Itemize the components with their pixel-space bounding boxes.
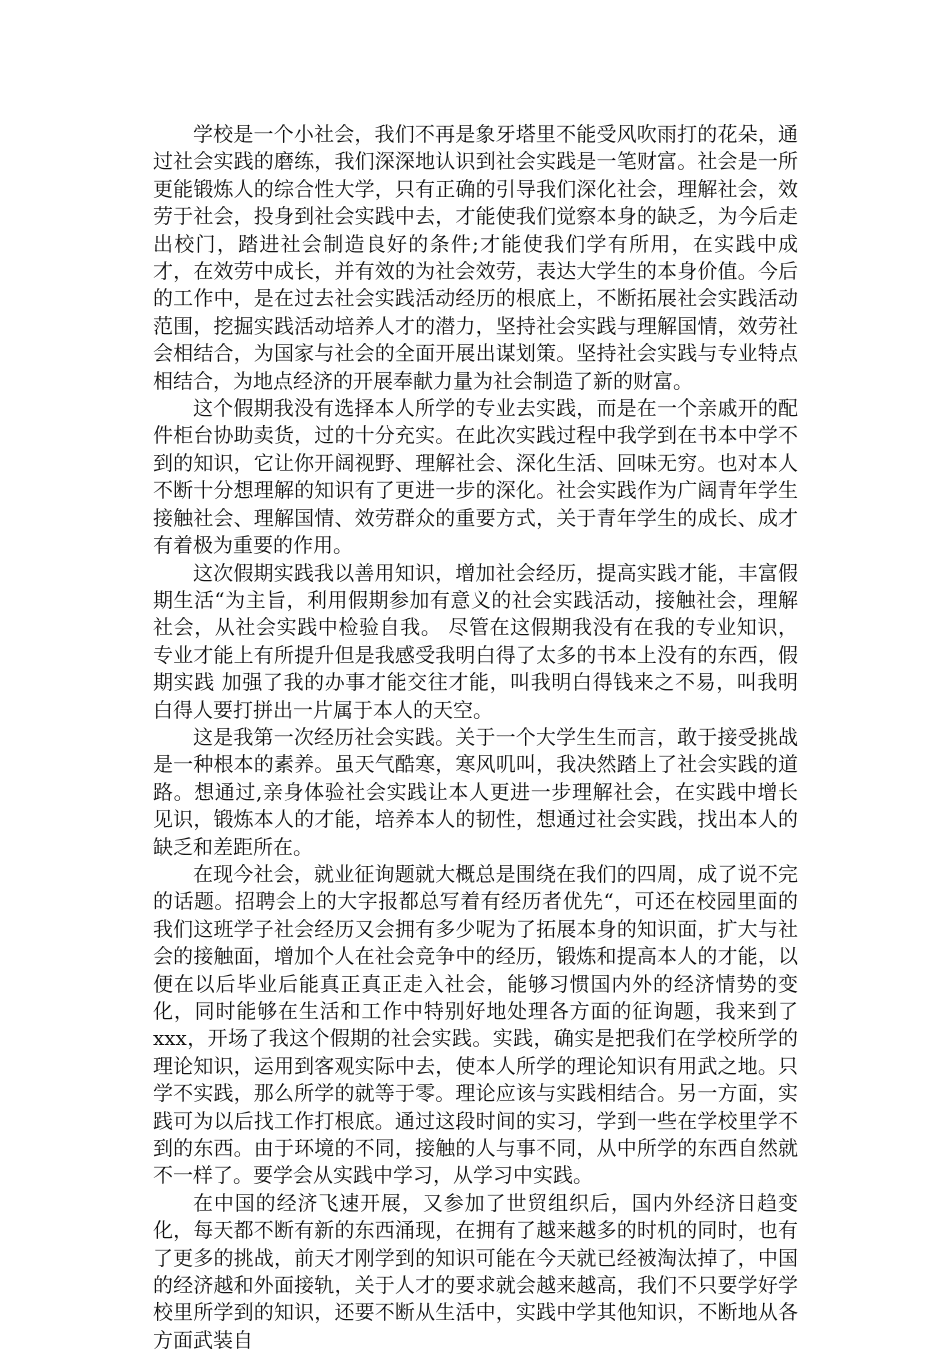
paragraph-5: 在现今社会，就业征询题就大概总是围绕在我们的四周，成了说不完的话题。招聘会上的大字报都总写着有经历者优先“，可还在校园里面的我们这班学子社会经历又会拥有多少呢为了拓展本身的知识面，扩大与社会的接触面，增加个人在社会竞争中的经历，锻炼和提高本人的才能，以便在以后毕业后能真正真正走入社会，能够习惯国内外的经济情势的变化，同时能够在生活和工作中特别好地处理各方面的征询题，我来到了 xxx，开场了我这个假期的社会实践。实践，确实是把我们在学校所学的理论知识，运用到客观实际中去，使本人所学的理论知识有用武之地。只学不实践，那么所学的就等于零。理论应该与实践相结合。另一方面，实践可为以后找工作打根底。通过这段时间的实习，学到一些在学校里学不到的东西。由于环境的不同，接触的人与事不同，从中所学的东西自然就不一样了。要学会从实践中学习，从学习中实践。 <box>153 861 798 1188</box>
paragraph-3: 这次假期实践我以善用知识，增加社会经历，提高实践才能，丰富假期生活“为主旨，利用假期参加有意义的社会实践活动，接触社会，理解社会，从社会实践中检验自我。 尽管在这假期我没有在我的专业知识，专业才能上有所提升但是我感受我明白得了太多的书本上没有的东西，假期实践 加强了我的办事才能交往才能，叫我明白得钱来之不易，叫我明白得人要打拼出一片属于本人的天空。 <box>153 560 798 722</box>
paragraph-1: 学校是一个小社会，我们不再是象牙塔里不能受风吹雨打的花朵，通过社会实践的磨练，我们深深地认识到社会实践是一笔财富。社会是一所更能锻炼人的综合性大学，只有正确的引导我们深化社会，理解社会，效劳于社会，投身到社会实践中去，才能使我们觉察本身的缺乏，为今后走出校门，踏进社会制造良好的条件;才能使我们学有所用，在实践中成才，在效劳中成长，并有效的为社会效劳，表达大学生的本身价值。今后的工作中，是在过去社会实践活动经历的根底上，不断拓展社会实践活动范围，挖掘实践活动培养人才的潜力，坚持社会实践与理解国情，效劳社会相结合，为国家与社会的全面开展出谋划策。坚持社会实践与专业特点相结合，为地点经济的开展奉献力量为社会制造了新的财富。 <box>153 122 798 393</box>
paragraph-6: 在中国的经济飞速开展，又参加了世贸组织后，国内外经济日趋变化，每天都不断有新的东西涌现，在拥有了越来越多的时机的同时，也有了更多的挑战，前天才刚学到的知识可能在今天就已经被淘汰掉了，中国的经济越和外面接轨，关于人才的要求就会越来越高，我们不只要学好学校里所学到的知识，还要不断从生活中，实践中学其他知识，不断地从各方面武装自 <box>153 1190 798 1352</box>
paragraph-4: 这是我第一次经历社会实践。关于一个大学生生而言，敢于接受挑战是一种根本的素养。虽天气酷寒，寒风叽叫，我决然踏上了社会实践的道路。想通过,亲身体验社会实践让本人更进一步理解社会，在实践中增长见识，锻炼本人的才能，培养本人的韧性，想通过社会实践，找出本人的缺乏和差距所在。 <box>153 724 798 859</box>
paragraph-2: 这个假期我没有选择本人所学的专业去实践，而是在一个亲戚开的配件柜台协助卖货，过的十分充实。在此次实践过程中我学到在书本中学不到的知识，它让你开阔视野、理解社会、深化生活、回味无穷。也对本人不断十分想理解的知识有了更进一步的深化。社会实践作为广阔青年学生接触社会、理解国情、效劳群众的重要方式，关于青年学生的成长、成才有着极为重要的作用。 <box>153 396 798 558</box>
document-body <box>153 121 798 1354</box>
